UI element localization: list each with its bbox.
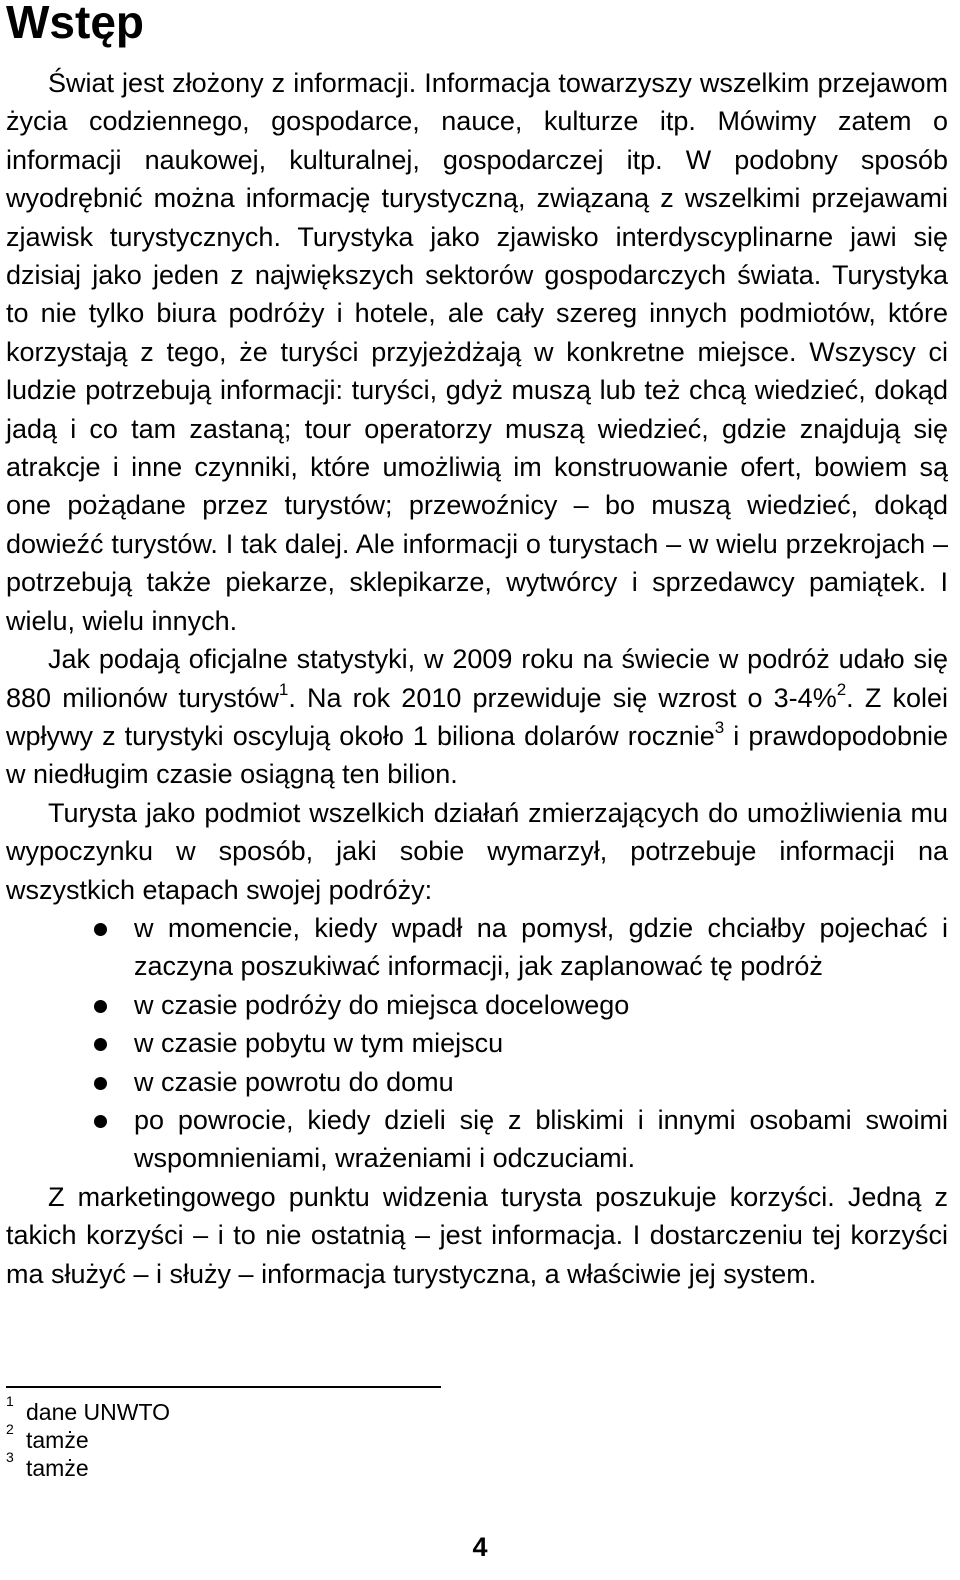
paragraph-marketing: Z marketingowego punktu widzenia turysta poszukuje korzyści. Jedną z takich korzyści – i to nie ostatnią – jest informacja. I dostarczeniu tej korzyści ma służyć – i służy – informacja turystyczna, a właściwie jej system. (6, 1181, 948, 1289)
footnote (6, 1421, 170, 1454)
footnote-ref-1[interactable]: 1 (278, 679, 289, 699)
footnote-text: tamże (26, 1455, 89, 1481)
chapter-title: Wstęp (6, 0, 144, 48)
list-item-text: w czasie powrotu do domu (134, 1066, 454, 1097)
footnote-number: 3 (6, 1449, 14, 1465)
footnote-ref-2[interactable]: 2 (836, 679, 847, 699)
list-item-text: po powrocie, kiedy dzieli się z bliskimi i innymi osobami swoimi wspomnieniami, wrażeniami i odczuciami. (134, 1104, 948, 1174)
list-item-text: w momencie, kiedy wpadł na pomysł, gdzie chciałby pojechać i zaczyna poszukiwać informacji, jak zaplanować tę podróż (134, 912, 948, 982)
statistics-text-1: Jak podają oficjalne statystyki, w 2009 roku na świecie w podróż udało się 880 milionów turystów (6, 644, 948, 713)
paragraph-statistics (6, 640, 948, 794)
bullet-icon (94, 1000, 107, 1013)
footnote-text: dane UNWTO (26, 1399, 171, 1425)
bullet-icon (94, 1077, 107, 1090)
footnote (6, 1393, 171, 1426)
footnote-ref-3[interactable]: 3 (714, 717, 725, 737)
statistics-text-2: . Na rok 2010 przewiduje się wzrost o 3-4% (288, 682, 837, 713)
travel-stages-list (6, 909, 948, 1178)
statistics-text-3: . Z kolei wpływy z turystyki oscylują około 1 biliona dolarów rocznie (6, 682, 948, 751)
footnote-text: tamże (26, 1427, 89, 1453)
list-item (6, 909, 948, 986)
bullet-icon (94, 1038, 107, 1051)
statistics-text-4: i prawdopodobnie w niedługim czasie osiągną ten bilion. (6, 720, 948, 790)
page-number: 4 (472, 1532, 488, 1562)
footnote (6, 1449, 170, 1482)
footnote-number: 2 (6, 1421, 14, 1437)
list-item (6, 986, 948, 1024)
paragraph-tourist-needs: Turysta jako podmiot wszelkich działań zmierzających do umożliwienia mu wypoczynku w sposób, jaki sobie wymarzył, potrzebuje informacji na wszystkich etapach swojej podróży: (6, 797, 948, 905)
footnotes (6, 1393, 171, 1482)
footnote-number: 1 (6, 1393, 14, 1409)
list-item-text: w czasie pobytu w tym miejscu (134, 1028, 504, 1059)
list-item (6, 1063, 948, 1101)
body-text (6, 64, 948, 1293)
list-item (6, 1101, 948, 1178)
bullet-icon (94, 923, 107, 936)
bullet-icon (94, 1115, 107, 1128)
list-item-text: w czasie podróży do miejsca docelowego (134, 989, 630, 1020)
footnote-divider (6, 1386, 441, 1388)
list-item (6, 1024, 948, 1062)
paragraph-intro: Świat jest złożony z informacji. Informacja towarzyszy wszelkim przejawom życia codziennego, gospodarce, nauce, kulturze itp. Mówimy zatem o informacji naukowej, kulturalnej, gospodarczej itp. W podobny sposób wyodrębnić można informację turystyczną, związaną z wszelkimi przejawami zjawisk turystycznych. Turystyka jako zjawisko interdyscyplinarne jawi się dzisiaj jako jeden z największych sektorów gospodarczych świata. Turystyka to nie tylko biura podróży i hotele, ale cały szereg innych podmiotów, które korzystają z tego, że turyści przyjeżdżają w konkretne miejsce. Wszyscy ci ludzie potrzebują informacji: turyści, gdyż muszą lub też chcą wiedzieć, dokąd jadą i co tam zastaną; tour operatorzy muszą wiedzieć, gdzie znajdują się atrakcje i inne czynniki, które umożliwią im konstruowanie ofert, bowiem są one pożądane przez turystów; przewoźnicy – bo muszą wiedzieć, dokąd dowieźć turystów. I tak dalej. Ale informacji o turystach – w wielu przekrojach – potrzebują także piekarze, sklepikarze, wytwórcy i sprzedawcy pamiątek. I wielu, wielu innych. (6, 68, 948, 636)
